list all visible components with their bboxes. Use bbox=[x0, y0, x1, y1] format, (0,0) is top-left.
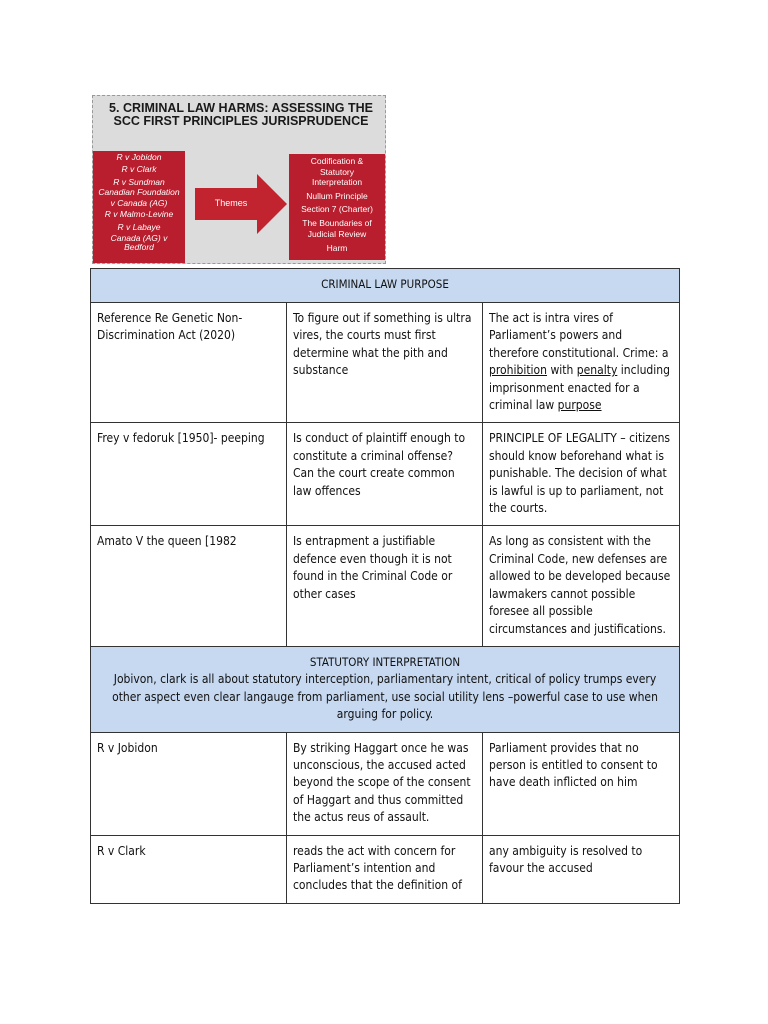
section-header-cell bbox=[91, 646, 680, 732]
slide-case: R v Clark bbox=[121, 164, 157, 175]
issue-cell: Is conduct of plaintiff enough to constitute a criminal offense? Can the court create common law offences bbox=[287, 423, 483, 526]
slide-theme: Codification & bbox=[310, 156, 364, 166]
section-note: Jobivon, clark is all about statutory interception, parliamentary intent, critical of policy trumps every other aspect even clear langauge from parliament, use social utility lens –powerful case to use when arguing for policy. bbox=[112, 672, 658, 722]
slide-theme: Judicial Review bbox=[307, 228, 367, 239]
issue-cell: reads the act with concern for Parliament’s intention and concludes that the definition of bbox=[287, 835, 483, 903]
slide-cases-box bbox=[93, 151, 185, 264]
case-name-cell: R v Jobidon bbox=[91, 732, 287, 835]
holding-underlined: penalty bbox=[576, 363, 618, 378]
issue-cell: By striking Haggart once he was unconscious, the accused acted beyond the scope of the consent of Haggart and thus committed the actus reus of assault. bbox=[287, 732, 483, 835]
section-title: STATUTORY INTERPRETATION bbox=[309, 654, 461, 669]
slide-case: Bedford bbox=[124, 242, 154, 253]
table-row bbox=[91, 835, 680, 903]
section-header-row bbox=[91, 269, 680, 303]
slide-theme: Harm bbox=[326, 243, 348, 254]
section-title: CRIMINAL LAW PURPOSE bbox=[91, 269, 680, 303]
slide-theme: Interpretation bbox=[311, 177, 363, 188]
section-header-row bbox=[91, 646, 680, 732]
slide-case: Canadian Foundation bbox=[98, 187, 180, 198]
holding-text: The act is intra vires of Parliament’s powers and therefore constitutional. Crime: a bbox=[489, 311, 669, 360]
holding-underlined: purpose bbox=[557, 398, 602, 413]
table-row bbox=[91, 732, 680, 835]
holding-text: with bbox=[547, 363, 577, 378]
slide-theme: Nullum Principle bbox=[306, 190, 368, 201]
slide-title: 5. CRIMINAL LAW HARMS: ASSESSING THE SCC FIRST PRINCIPLES JURISPRUDENCE bbox=[109, 101, 373, 128]
slide-case: R v Malmo-Levine bbox=[104, 209, 174, 220]
case-name-cell: Amato V the queen [1982 bbox=[91, 526, 287, 646]
slide-theme: Statutory bbox=[319, 166, 355, 177]
slide-theme: Section 7 (Charter) bbox=[301, 204, 373, 215]
issue-cell: Is entrapment a justifiable defence even though it is not found in the Criminal Code or other cases bbox=[287, 526, 483, 646]
slide-case: R v Sundman bbox=[113, 176, 165, 187]
slide-themes-box bbox=[289, 154, 385, 260]
slide-case: R v Labaye bbox=[117, 221, 161, 232]
table-row bbox=[91, 423, 680, 526]
holding-underlined: prohibition bbox=[489, 363, 548, 378]
slide-case: v Canada (AG) bbox=[110, 197, 168, 208]
case-notes-table bbox=[90, 268, 680, 904]
case-name-cell: Reference Re Genetic Non-Discrimination Act (2020) bbox=[91, 303, 287, 423]
slide-arrow-label: Themes bbox=[214, 198, 248, 208]
case-name-cell: Frey v fedoruk [1950]- peeping bbox=[91, 423, 287, 526]
slide-image bbox=[92, 95, 386, 264]
slide-case: Canada (AG) v bbox=[110, 233, 168, 244]
issue-cell: To figure out if something is ultra vires, the courts must first determine what the pith and substance bbox=[287, 303, 483, 423]
table-row bbox=[91, 526, 680, 646]
holding-cell: any ambiguity is resolved to favour the accused bbox=[483, 835, 680, 903]
holding-cell: PRINCIPLE OF LEGALITY – citizens should know beforehand what is punishable. The decision of what is lawful is up to parliament, not the courts. bbox=[483, 423, 680, 526]
slide-theme: The Boundaries of bbox=[302, 217, 372, 228]
case-name-cell: R v Clark bbox=[91, 835, 287, 903]
holding-cell bbox=[483, 303, 680, 423]
table-row bbox=[91, 303, 680, 423]
slide-case: R v Jobidon bbox=[116, 152, 162, 162]
holding-cell: Parliament provides that no person is entitled to consent to have death inflicted on him bbox=[483, 732, 680, 835]
holding-text: including imprisonment enacted for a criminal law bbox=[489, 363, 670, 413]
holding-cell: As long as consistent with the Criminal Code, new defenses are allowed to be developed because lawmakers cannot possible foresee all possible circumstances and justifications. bbox=[483, 526, 680, 646]
